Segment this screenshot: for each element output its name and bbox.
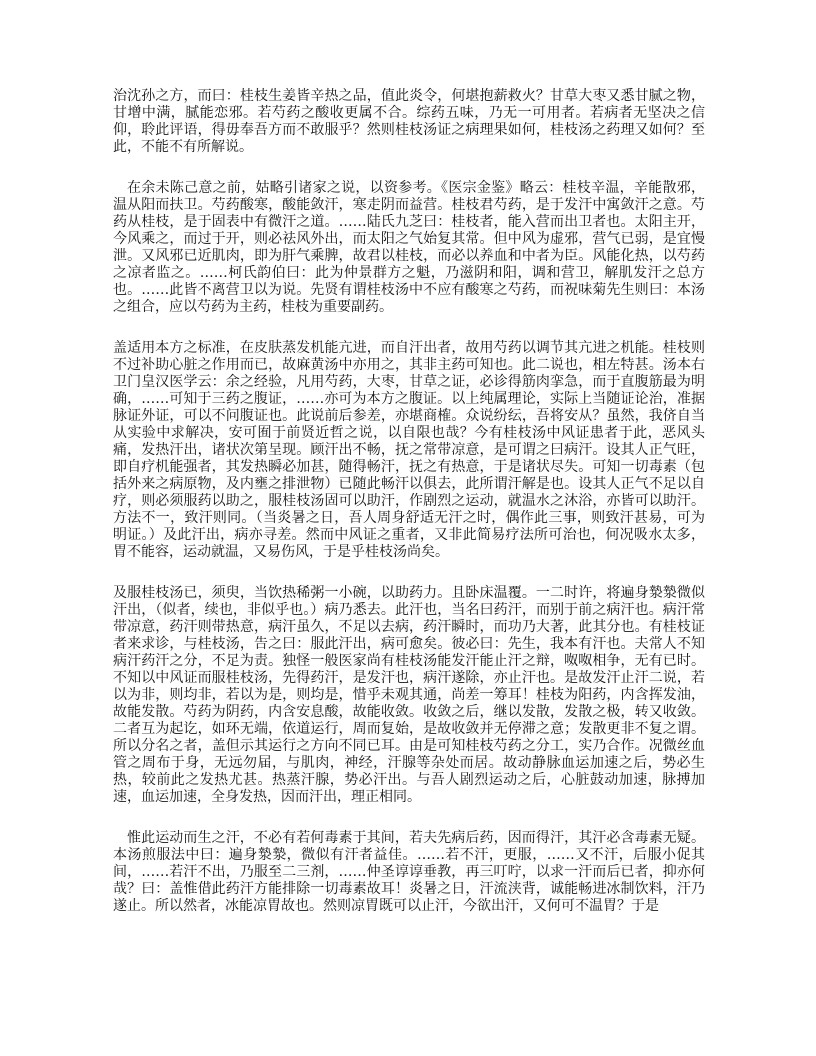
paragraph-5: 惟此运动而生之汗，不必有若何毒素于其间，若夫先病后药，因而得汗，其汗必含毒素无疑。本汤煎服法中曰：遍身漐漐，微似有汗者益佳。……若不汗，更服，……又不汗，后服小促其间，……若汗不出，乃服至二三剂，……仲圣谆谆垂教，再三叮咛，以求一汗而后已者，抑亦何哉？曰：盖惟借此药汗方能排除一切毒素故耳！炎暑之日，汗流浃背，诚能畅进冰制饮料，汗乃遂止。所以然者，冰能凉胃故也。然则凉胃既可以止汗，今欲出汗，又何可不温胃？于是 (113, 830, 705, 914)
paragraph-2: 在余未陈己意之前，姑略引诸家之说，以资参考。《医宗金鉴》略云：桂枝辛温，辛能散邪，温从阳而扶卫。芍药酸寒，酸能敛汗，寒走阴而益营。桂枝君芍药，是于发汗中寓敛汗之意。芍药从桂枝，是于固表中有微汗之道。……陆氏九芝曰：桂枝者，能入营而出卫者也。太阳主开，今风乘之，而过于开，则必祛风外出，而太阳之气始复其常。但中风为虚邪，营气已弱，是宜慢泄。又风邪已近肌肉，即为肝气乘脾，故君以桂枝，而必以养血和中者为臣。风能化热，以芍药之凉者监之。……柯氏韵伯曰：此为仲景群方之魁，乃滋阴和阳，调和营卫，解肌发汗之总方也。……此皆不离营卫以为说。先贤有谓桂枝汤中不应有酸寒之芍药，而祝味菊先生则曰：本汤之组合，应以芍药为主药，桂枝为重要副药。 (113, 180, 705, 315)
paragraph-4: 及服桂枝汤已，须臾，当饮热稀粥一小碗，以助药力。且卧床温覆。一二时许，将遍身漐漐微似汗出，（似者，续也，非似乎也。）病乃悉去。此汗也，当名曰药汗，而别于前之病汗也。病汗常带凉意，药汗则带热意，病汗虽久，不足以去病，药汗瞬时，而功乃大著，此其分也。有桂枝证者来求诊，与桂枝汤，告之曰：服此汗出，病可愈矣。彼必曰：先生，我本有汗也。夫常人不知病汗药汗之分，不足为责。独怪一般医家尚有桂枝汤能发汗能止汗之辩，呶呶相争，无有已时。不知以中风证而服桂枝汤，先得药汗，是发汗也，病汗遂除，亦止汗也。是故发汗止汗二说，若以为非，则均非，若以为是，则均是，惜乎未观其通，尚差一筹耳！桂枝为阳药，内含挥发油，故能发散。芍药为阴药，内含安息酸，故能收敛。收敛之后，继以发散，发散之极，转又收敛。二者互为起讫，如环无端，依道运行，周而复始，是故收敛并无停滞之意；发散更非不复之谓。所以分名之者，盖但示其运行之方向不同已耳。由是可知桂枝芍药之分工，实乃合作。况微丝血管之周布于身，无远勿届，与肌肉，神经，汗腺等杂处而居。故动静脉血运加速之后，势必生热，较前此之发热尤甚。热蒸汗腺，势必汗出。与吾人剧烈运动之后，心脏鼓动加速，脉搏加速，血运加速，全身发热，因而汗出，理正相同。 (113, 585, 705, 805)
paragraph-1: 治沈孙之方，而曰：桂枝生姜皆辛热之品，值此炎令，何堪抱薪救火？甘草大枣又悉甘腻之物，甘增中满，腻能恋邪。若芍药之酸收更属不合。综药五味，乃无一可用者。若病者无坚决之信仰，聆此评语，得毋奉吾方而不敢服乎？然则桂枝汤证之病理果如何，桂枝汤之药理又如何？至此，不能不有所解说。 (113, 88, 705, 155)
page-content (113, 88, 705, 939)
paragraph-3: 盖适用本方之标准，在皮肤蒸发机能亢进，而自汗出者，故用芍药以调节其亢进之机能。桂枝则不过补助心脏之作用而已，故麻黄汤中亦用之，其非主药可知也。此二说也，相左特甚。汤本右卫门皇汉医学云：余之经验，凡用芍药，大枣，甘草之证，必诊得筋肉挛急，而于直腹筋最为明确，……可知于三药之腹证，……亦可为本方之腹证。以上纯属理论，实际上当随证论治，准据脉证外证，可以不问腹证也。此说前后参差，亦堪商榷。众说纷纭，吾将安从？虽然，我侪自当从实验中求解决，安可囿于前贤近哲之说，以自限也哉？今有桂枝汤中风证患者于此，恶风头痛，发热汗出，诸状次第呈现。顾汗出不畅，抚之常带凉意，是可谓之曰病汗。设其人正气旺，即自疗机能强者，其发热瞬必加甚，随得畅汗，抚之有热意，于是诸状尽失。可知一切毒素（包括外来之病原物，及内壅之排泄物）已随此畅汗以俱去，此所谓汗解是也。设其人正气不足以自疗，则必须服药以助之，服桂枝汤固可以助汗，作剧烈之运动，就温水之沐浴，亦皆可以助汗。方法不一，致汗则同。（当炎暑之日，吾人周身舒适无汗之时，偶作此三事，则致汗甚易，可为明证。）及此汗出，病亦寻差。然而中风证之重者，又非此简易疗法所可治也，何况吸水太多，胃不能容，运动就温，又易伤风，于是乎桂枝汤尚矣。 (113, 340, 705, 560)
